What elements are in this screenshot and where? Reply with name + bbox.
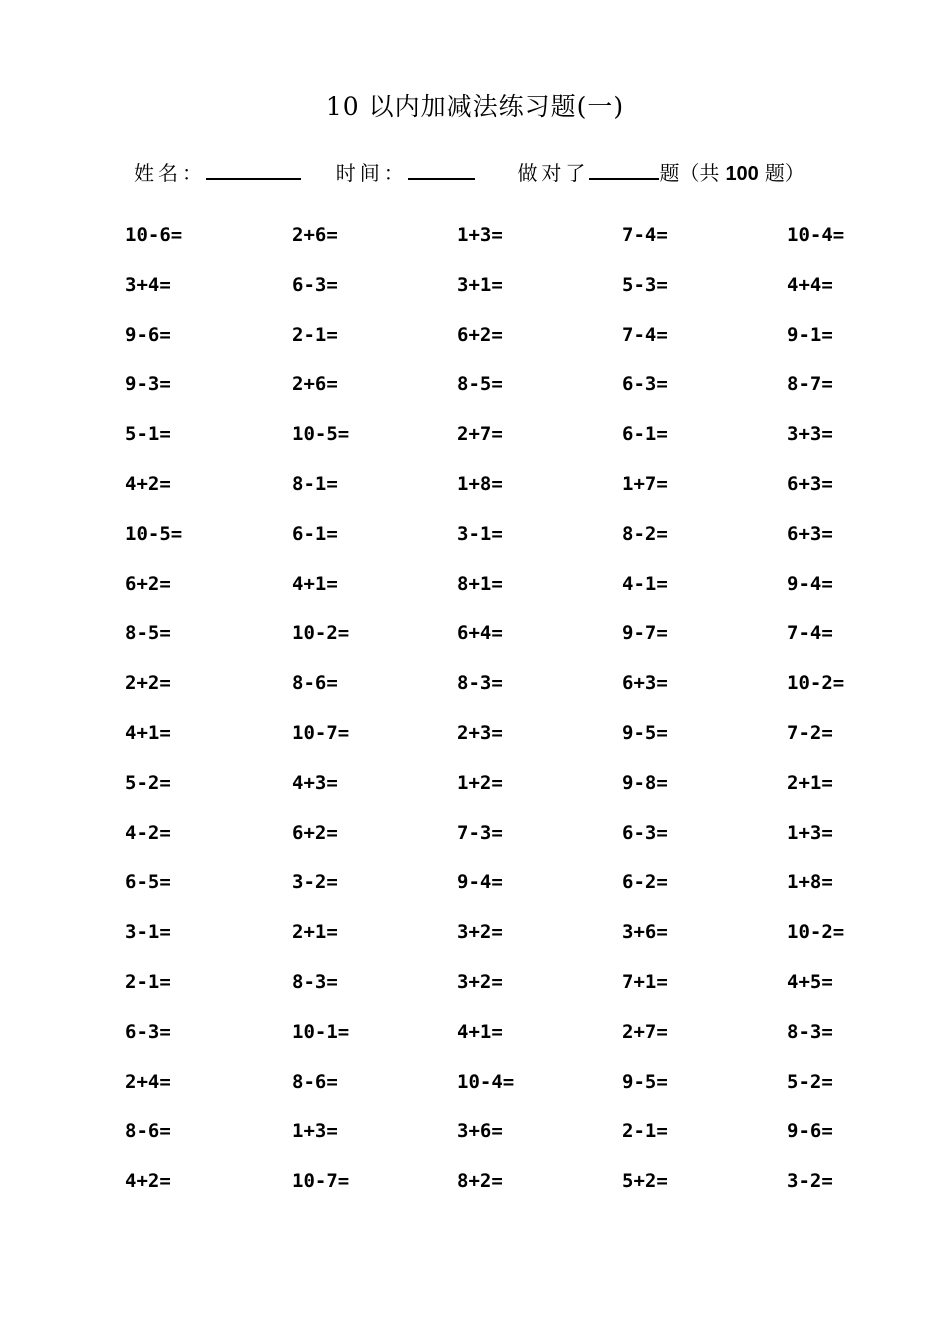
problem-item: 10-5= [292,423,350,446]
problem-item: 6-3= [622,373,668,396]
problem-item: 2+2= [125,672,171,695]
problem-row [0,716,950,766]
problem-row [0,915,950,965]
problem-item: 6+2= [292,821,338,844]
problem-item: 10-7= [292,721,350,744]
student-info-row [134,156,805,188]
problem-item: 6-3= [292,273,338,296]
total-prefix: （共 [679,161,720,185]
problem-row [0,865,950,915]
problem-item: 8+2= [457,1170,503,1193]
problem-item: 7-3= [457,821,503,844]
problem-item: 4-2= [125,821,171,844]
problem-item: 8-1= [292,472,338,495]
problem-item: 4+2= [125,472,171,495]
problem-item: 4+1= [292,572,338,595]
problem-item: 3+4= [125,273,171,296]
problem-item: 10-4= [787,224,845,246]
problem-item: 4+2= [125,1170,171,1193]
problem-item: 10-2= [787,672,845,695]
problem-item: 9-8= [622,771,668,794]
problem-item: 10-1= [292,1020,350,1043]
problem-row [0,268,950,318]
problem-row [0,1065,950,1115]
problem-item: 3+2= [457,921,503,944]
problem-item: 6-5= [125,871,171,894]
problem-row [0,816,950,866]
problem-item: 8-6= [125,1120,171,1143]
problem-grid [0,218,950,1214]
problem-item: 3-2= [292,871,338,894]
problem-item: 3+1= [457,273,503,296]
problem-item: 8-3= [292,970,338,993]
problem-item: 3-2= [787,1170,833,1193]
problem-item: 5-3= [622,273,668,296]
problem-item: 4+3= [292,771,338,794]
problem-item: 9-3= [125,373,171,396]
problem-item: 3+2= [457,970,503,993]
problem-row [0,467,950,517]
problem-row [0,1164,950,1214]
problem-row [0,567,950,617]
problem-item: 5-2= [787,1070,833,1093]
problem-item: 1+3= [787,821,833,844]
problem-row [0,965,950,1015]
problem-item: 2-1= [125,970,171,993]
problem-item: 8-5= [457,373,503,396]
problem-row [0,1015,950,1065]
problem-item: 1+7= [622,472,668,495]
problem-item: 6-3= [125,1020,171,1043]
problem-row [0,318,950,368]
problem-item: 4-1= [622,572,668,595]
problem-item: 4+1= [125,721,171,744]
problem-item: 8-3= [457,672,503,695]
problem-item: 7-2= [787,721,833,744]
problem-item: 8-6= [292,672,338,695]
problem-item: 2+7= [622,1020,668,1043]
problem-item: 2+6= [292,224,338,246]
time-label: 时间： [335,161,408,185]
problem-item: 8-7= [787,373,833,396]
problem-item: 2-1= [622,1120,668,1143]
problem-item: 2+4= [125,1070,171,1093]
problem-item: 9-5= [622,721,668,744]
problem-item: 8-6= [292,1070,338,1093]
problem-row [0,1114,950,1164]
name-blank[interactable] [206,156,301,180]
problem-item: 3+3= [787,423,833,446]
problem-item: 2+3= [457,721,503,744]
problem-item: 4+5= [787,970,833,993]
problem-item: 10-5= [125,522,183,545]
correct-count-blank[interactable] [589,156,659,180]
total-count: 100 [725,163,759,185]
problem-item: 1+3= [292,1120,338,1143]
problem-item: 9-4= [457,871,503,894]
question-word: 题 [659,161,680,185]
problem-item: 5-1= [125,423,171,446]
problem-item: 6+2= [125,572,171,595]
problem-item: 6+3= [787,522,833,545]
problem-item: 6-1= [622,423,668,446]
problem-item: 1+2= [457,771,503,794]
problem-item: 9-4= [787,572,833,595]
problem-item: 10-4= [457,1070,515,1093]
problem-item: 7-4= [622,323,668,346]
problem-row [0,218,950,268]
problem-row [0,616,950,666]
problem-item: 1+8= [457,472,503,495]
problem-item: 1+8= [787,871,833,894]
time-blank[interactable] [408,156,475,180]
problem-item: 8-5= [125,622,171,645]
problem-row [0,766,950,816]
problem-item: 3+6= [622,921,668,944]
problem-item: 6-1= [292,522,338,545]
problem-item: 6+2= [457,323,503,346]
problem-item: 2+6= [292,373,338,396]
page-title: 10 以内加减法练习题(一) [325,92,625,121]
problem-item: 4+1= [457,1020,503,1043]
problem-item: 4+4= [787,273,833,296]
problem-item: 7+1= [622,970,668,993]
problem-item: 9-7= [622,622,668,645]
problem-item: 6+3= [787,472,833,495]
total-suffix: 题） [764,161,805,185]
correct-label: 做对了 [517,161,590,185]
problem-item: 3+6= [457,1120,503,1143]
problem-item: 9-6= [125,323,171,346]
problem-item: 5-2= [125,771,171,794]
problem-item: 6-3= [622,821,668,844]
problem-item: 2+1= [292,921,338,944]
problem-item: 9-1= [787,323,833,346]
problem-item: 10-7= [292,1170,350,1193]
problem-item: 8+1= [457,572,503,595]
problem-item: 5+2= [622,1170,668,1193]
problem-item: 2+1= [787,771,833,794]
problem-row [0,367,950,417]
problem-item: 2+7= [457,423,503,446]
problem-item: 3-1= [125,921,171,944]
problem-row [0,517,950,567]
problem-item: 3-1= [457,522,503,545]
problem-item: 8-2= [622,522,668,545]
problem-item: 6+4= [457,622,503,645]
problem-item: 10-2= [787,921,845,944]
problem-item: 2-1= [292,323,338,346]
problem-item: 8-3= [787,1020,833,1043]
problem-item: 7-4= [622,224,668,246]
problem-item: 6+3= [622,672,668,695]
problem-item: 7-4= [787,622,833,645]
problem-item: 6-2= [622,871,668,894]
problem-item: 1+3= [457,224,503,246]
problem-item: 9-5= [622,1070,668,1093]
problem-item: 10-2= [292,622,350,645]
problem-row [0,666,950,716]
problem-item: 9-6= [787,1120,833,1143]
problem-row [0,417,950,467]
problem-item: 10-6= [125,224,183,246]
name-label: 姓名： [134,161,206,185]
